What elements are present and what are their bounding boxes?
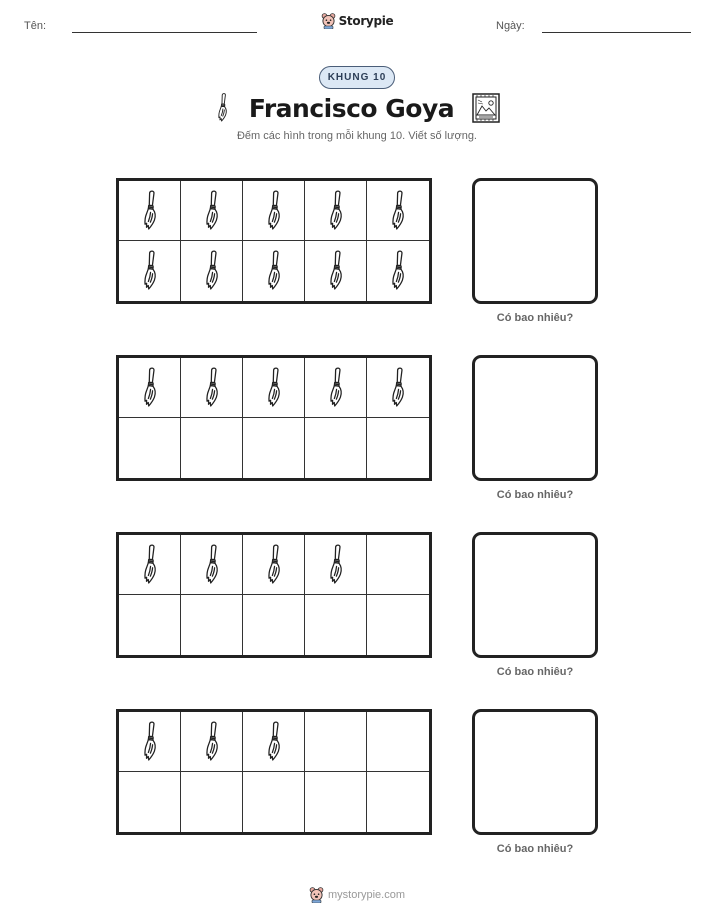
paintbrush-icon <box>263 366 285 410</box>
ten-frame-cell <box>119 772 181 832</box>
ten-frame-cell <box>119 418 181 478</box>
ten-frame-cell <box>243 595 305 655</box>
paintbrush-icon <box>263 543 285 587</box>
ten-frame-cell <box>243 181 305 241</box>
answer-box[interactable] <box>472 709 598 835</box>
ten-frame-cell <box>367 535 429 595</box>
paintbrush-icon <box>139 543 161 587</box>
paintbrush-icon <box>139 720 161 764</box>
framed-painting-icon <box>472 93 500 123</box>
answer-prompt: Có bao nhiêu? <box>496 843 574 855</box>
ten-frame-cell <box>119 535 181 595</box>
ten-frame-cell <box>305 418 367 478</box>
bear-icon <box>309 886 324 903</box>
ten-frame <box>116 178 432 304</box>
paintbrush-icon <box>201 189 223 233</box>
page-title: Francisco Goya <box>248 93 455 123</box>
paintbrush-icon <box>214 92 231 124</box>
answer-box[interactable] <box>472 178 598 304</box>
ten-frame-cell <box>181 535 243 595</box>
answer-box[interactable] <box>472 355 598 481</box>
ten-frame-cell <box>305 595 367 655</box>
paintbrush-icon <box>139 249 161 293</box>
ten-frame-cell <box>367 595 429 655</box>
paintbrush-icon <box>325 189 347 233</box>
paintbrush-icon <box>325 366 347 410</box>
paintbrush-icon <box>201 249 223 293</box>
paintbrush-icon <box>201 543 223 587</box>
ten-frame-cell <box>181 712 243 772</box>
ten-frame-cell <box>305 358 367 418</box>
ten-frame-cell <box>243 772 305 832</box>
instructions: Đếm các hình trong mỗi khung 10. Viết số lượng. <box>236 130 477 142</box>
ten-frame-cell <box>181 595 243 655</box>
paintbrush-icon <box>139 366 161 410</box>
answer-box[interactable] <box>472 532 598 658</box>
ten-frame-cell <box>305 241 367 301</box>
footer-site: mystorypie.com <box>327 888 406 901</box>
name-line[interactable] <box>72 32 257 33</box>
paintbrush-icon <box>263 249 285 293</box>
ten-frame-cell <box>181 772 243 832</box>
brand-logo <box>0 12 714 29</box>
brand-name: Storypie <box>338 13 394 28</box>
ten-frame-cell <box>305 181 367 241</box>
ten-frame-cell <box>305 535 367 595</box>
name-label: Tên: <box>24 20 47 32</box>
ten-frame-cell <box>119 181 181 241</box>
paintbrush-icon <box>387 366 409 410</box>
ten-frame-cell <box>181 418 243 478</box>
paintbrush-icon <box>387 249 409 293</box>
ten-frame <box>116 709 432 835</box>
ten-frame-cell <box>243 358 305 418</box>
ten-frame-cell <box>181 358 243 418</box>
ten-frame-cell <box>367 712 429 772</box>
ten-frame-cell <box>119 241 181 301</box>
ten-frame-cell <box>119 358 181 418</box>
answer-prompt: Có bao nhiêu? <box>496 489 574 501</box>
paintbrush-icon <box>325 543 347 587</box>
ten-frame-cell <box>305 772 367 832</box>
ten-frame-cell <box>367 772 429 832</box>
ten-frame-cell <box>181 181 243 241</box>
date-line[interactable] <box>542 32 691 33</box>
paintbrush-icon <box>325 249 347 293</box>
ten-frame-cell <box>305 712 367 772</box>
answer-prompt: Có bao nhiêu? <box>496 666 574 678</box>
ten-frame <box>116 532 432 658</box>
footer <box>0 886 714 903</box>
ten-frame-cell <box>243 535 305 595</box>
paintbrush-icon <box>387 189 409 233</box>
worksheet-type-badge: KHUNG 10 <box>319 66 395 89</box>
ten-frame-cell <box>367 418 429 478</box>
ten-frame-cell <box>367 181 429 241</box>
ten-frame-cell <box>243 418 305 478</box>
ten-frame-cell <box>181 241 243 301</box>
ten-frame-cell <box>243 712 305 772</box>
ten-frame-cell <box>243 241 305 301</box>
paintbrush-icon <box>201 366 223 410</box>
paintbrush-icon <box>263 720 285 764</box>
ten-frame-cell <box>367 241 429 301</box>
bear-icon <box>321 12 336 29</box>
paintbrush-icon <box>139 189 161 233</box>
ten-frame-cell <box>367 358 429 418</box>
ten-frame <box>116 355 432 481</box>
paintbrush-icon <box>201 720 223 764</box>
date-label: Ngày: <box>496 20 525 32</box>
ten-frame-cell <box>119 595 181 655</box>
answer-prompt: Có bao nhiêu? <box>496 312 574 324</box>
ten-frame-cell <box>119 712 181 772</box>
paintbrush-icon <box>263 189 285 233</box>
